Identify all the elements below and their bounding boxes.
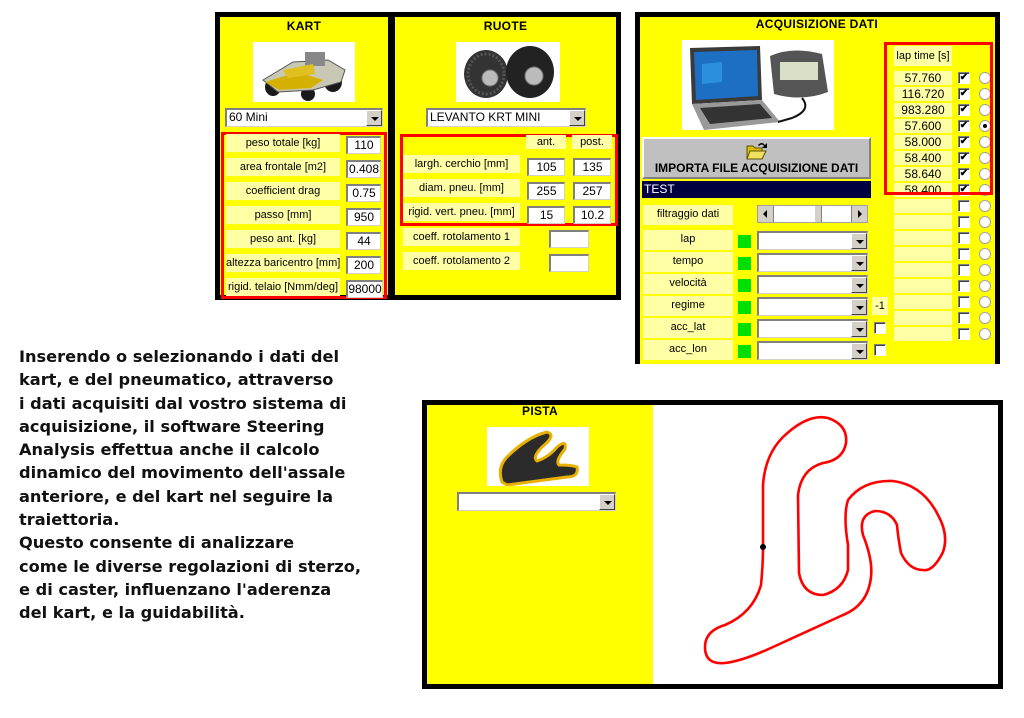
lap-include-checkbox[interactable] <box>958 280 970 292</box>
col-header-post: post. <box>572 135 612 149</box>
chevron-down-icon[interactable] <box>851 233 867 249</box>
channel-status-led <box>738 235 751 248</box>
lap-include-checkbox[interactable]: ✔ <box>959 120 969 131</box>
channel-status-led <box>738 345 751 358</box>
panel-divider <box>388 12 395 300</box>
lap-include-checkbox[interactable] <box>958 200 970 212</box>
import-button-label: IMPORTA FILE ACQUISIZIONE DATI <box>654 161 859 175</box>
channel-status-led <box>738 323 751 336</box>
track-image <box>487 427 589 486</box>
channel-regime-select[interactable] <box>757 297 868 316</box>
lap-select-radio[interactable] <box>979 200 991 212</box>
lap-time: 983.280 <box>894 103 952 117</box>
lap-select-radio[interactable] <box>979 280 991 292</box>
acquisizione-title: ACQUISIZIONE DATI <box>755 17 878 31</box>
lap-include-checkbox[interactable]: ✔ <box>959 88 969 99</box>
lap-include-checkbox[interactable] <box>958 264 970 276</box>
lap-time: 58.400 <box>894 183 952 197</box>
chevron-down-icon[interactable] <box>366 110 382 126</box>
description-line: traiettoria. <box>19 510 120 530</box>
lap-time: 58.640 <box>894 167 952 181</box>
lap-include-checkbox[interactable] <box>958 232 970 244</box>
file-name: TEST <box>644 182 675 196</box>
tyre-rear-input[interactable]: 135 <box>573 158 611 176</box>
description-line: come le diverse regolazioni di sterzo, <box>19 556 362 576</box>
lap-include-checkbox[interactable]: ✔ <box>959 152 969 163</box>
lap-time <box>894 311 952 325</box>
lap-time: 58.400 <box>894 151 952 165</box>
tyre-field-label: diam. pneu. [mm] <box>403 179 520 197</box>
filter-scrollbar[interactable] <box>757 205 868 223</box>
lap-time: 116.720 <box>894 87 952 101</box>
lap-select-radio[interactable] <box>979 232 991 244</box>
description-text <box>19 345 419 625</box>
scroll-right-arrow-icon[interactable] <box>851 206 867 222</box>
kart-field-input[interactable]: 0.408 <box>346 160 381 178</box>
kart-field-label: peso totale [kg] <box>226 134 340 152</box>
lap-include-checkbox[interactable]: ✔ <box>959 168 969 179</box>
lap-select-radio[interactable] <box>979 296 991 308</box>
channel-status-led <box>738 279 751 292</box>
lap-include-checkbox[interactable]: ✔ <box>959 136 969 147</box>
chevron-down-icon[interactable] <box>599 494 615 510</box>
tyre-rear-input[interactable]: 257 <box>573 182 611 200</box>
channel-label: lap <box>643 230 733 250</box>
filter-label: filtraggio dati <box>643 205 733 225</box>
description-line: acquisizione, il software Steering <box>19 416 325 436</box>
lap-time <box>894 247 952 261</box>
import-file-button[interactable] <box>642 137 871 179</box>
track-select[interactable] <box>457 492 616 511</box>
kart-model-select[interactable] <box>225 108 383 127</box>
chevron-down-icon[interactable] <box>851 255 867 271</box>
kart-title: KART <box>286 19 322 33</box>
kart-field-input[interactable]: 110 <box>346 136 381 154</box>
chevron-down-icon[interactable] <box>569 110 585 126</box>
lap-time <box>894 231 952 245</box>
lap-time: 57.760 <box>894 71 952 85</box>
kart-model-value: 60 Mini <box>229 110 268 124</box>
description-line: i dati acquisiti dal vostro sistema di <box>19 393 347 413</box>
kart-field-input[interactable]: 44 <box>346 232 381 250</box>
track-map <box>653 405 998 684</box>
lap-include-checkbox[interactable]: ✔ <box>959 72 969 83</box>
lap-include-checkbox[interactable] <box>958 248 970 260</box>
pista-title: PISTA <box>522 404 558 418</box>
lap-select-radio[interactable] <box>979 312 991 324</box>
kart-field-label: area frontale [m2] <box>226 158 340 176</box>
lap-include-checkbox[interactable] <box>958 328 970 340</box>
description-line: Analysis effettua anche il calcolo <box>19 440 320 460</box>
tyres-image <box>456 42 560 102</box>
tyre-front-input[interactable]: 105 <box>527 158 565 176</box>
lap-select-radio[interactable] <box>979 216 991 228</box>
kart-field-input[interactable]: 950 <box>346 208 381 226</box>
kart-field-label: rigid. telaio [Nmm/deg] <box>226 278 340 296</box>
acc-lat-invert-checkbox[interactable] <box>874 322 886 334</box>
col-header-ant: ant. <box>526 135 566 149</box>
kart-field-input[interactable]: 0.75 <box>346 184 381 202</box>
lap-time: 57.600 <box>894 119 952 133</box>
acc-lon-invert-checkbox[interactable] <box>874 344 886 356</box>
lap-include-checkbox[interactable] <box>958 216 970 228</box>
lap-time-header: lap time [s] <box>894 46 952 66</box>
channel-label: acc_lon <box>643 340 733 360</box>
regime-multiplier: -1 <box>872 297 888 315</box>
channel-label: acc_lat <box>643 318 733 338</box>
channel-acc-lon-select[interactable] <box>757 341 868 360</box>
tyre-rear-input[interactable]: 10.2 <box>573 206 611 224</box>
ruote-title: RUOTE <box>483 19 528 33</box>
lap-select-radio[interactable] <box>979 328 991 340</box>
scroll-left-arrow-icon[interactable] <box>758 206 774 222</box>
tyre-field-label: largh. cerchio [mm] <box>403 155 520 173</box>
tyre-front-input[interactable]: 15 <box>527 206 565 224</box>
lap-time <box>894 199 952 213</box>
chevron-down-icon[interactable] <box>851 277 867 293</box>
kart-field-label: passo [mm] <box>226 206 340 224</box>
lap-time <box>894 295 952 309</box>
channel-velocita-select[interactable] <box>757 275 868 294</box>
kart-field-input[interactable]: 200 <box>346 256 381 274</box>
description-line: Inserendo o selezionando i dati del <box>19 347 340 366</box>
scroll-thumb[interactable] <box>814 206 822 222</box>
folder-open-icon <box>746 141 768 161</box>
track-map-area <box>653 405 998 684</box>
channel-status-led <box>738 301 751 314</box>
lap-time <box>894 263 952 277</box>
lap-include-checkbox[interactable]: ✔ <box>959 104 969 115</box>
kart-image <box>253 42 355 102</box>
channel-lap-select[interactable] <box>757 231 868 250</box>
lap-include-checkbox[interactable] <box>958 312 970 324</box>
tyre-front-input[interactable]: 255 <box>527 182 565 200</box>
laptop-datalogger-image <box>682 40 834 130</box>
description-line: anteriore, e del kart nel seguire la <box>19 486 334 506</box>
tyre-field-label: rigid. vert. pneu. [mm] <box>403 203 520 221</box>
lap-include-checkbox[interactable] <box>958 296 970 308</box>
tyre-model-value: LEVANTO KRT MINI <box>430 110 541 124</box>
channel-label: regime <box>643 296 733 316</box>
lap-time: 58.000 <box>894 135 952 149</box>
lap-time <box>894 279 952 293</box>
description-line: e di caster, influenzano l'aderenza <box>19 579 332 599</box>
channel-tempo-select[interactable] <box>757 253 868 272</box>
kart-field-label: altezza baricentro [mm] <box>226 254 340 272</box>
kart-field-label: peso ant. [kg] <box>226 230 340 248</box>
description-line: kart, e del pneumatico, attraverso <box>19 370 334 390</box>
channel-label: tempo <box>643 252 733 272</box>
lap-select-radio[interactable] <box>979 248 991 260</box>
rolling-label: coeff. rotolamento 1 <box>403 228 520 246</box>
rolling-coeff-1-input[interactable] <box>549 230 589 248</box>
rolling-coeff-2-input[interactable] <box>549 254 589 272</box>
chevron-down-icon[interactable] <box>851 343 867 359</box>
rolling-label: coeff. rotolamento 2 <box>403 252 520 270</box>
lap-time <box>894 215 952 229</box>
chevron-down-icon[interactable] <box>851 321 867 337</box>
file-name-bar[interactable] <box>642 181 871 198</box>
lap-times-highlight <box>884 42 993 195</box>
description-line: Questo consente di analizzare <box>19 533 295 553</box>
description-line: del kart, e la guidabilità. <box>19 603 245 623</box>
chevron-down-icon[interactable] <box>851 299 867 315</box>
lap-time <box>894 327 952 341</box>
kart-field-label: coefficient drag <box>226 182 340 200</box>
description-line: dinamico del movimento dell'assale <box>19 463 346 483</box>
channel-label: velocità <box>643 274 733 294</box>
channel-acc-lat-select[interactable] <box>757 319 868 338</box>
lap-include-checkbox[interactable]: ✔ <box>959 184 969 195</box>
kart-field-input[interactable]: 98000 <box>346 280 383 298</box>
lap-select-radio[interactable] <box>979 264 991 276</box>
tyre-model-select[interactable] <box>426 108 586 127</box>
channel-status-led <box>738 257 751 270</box>
